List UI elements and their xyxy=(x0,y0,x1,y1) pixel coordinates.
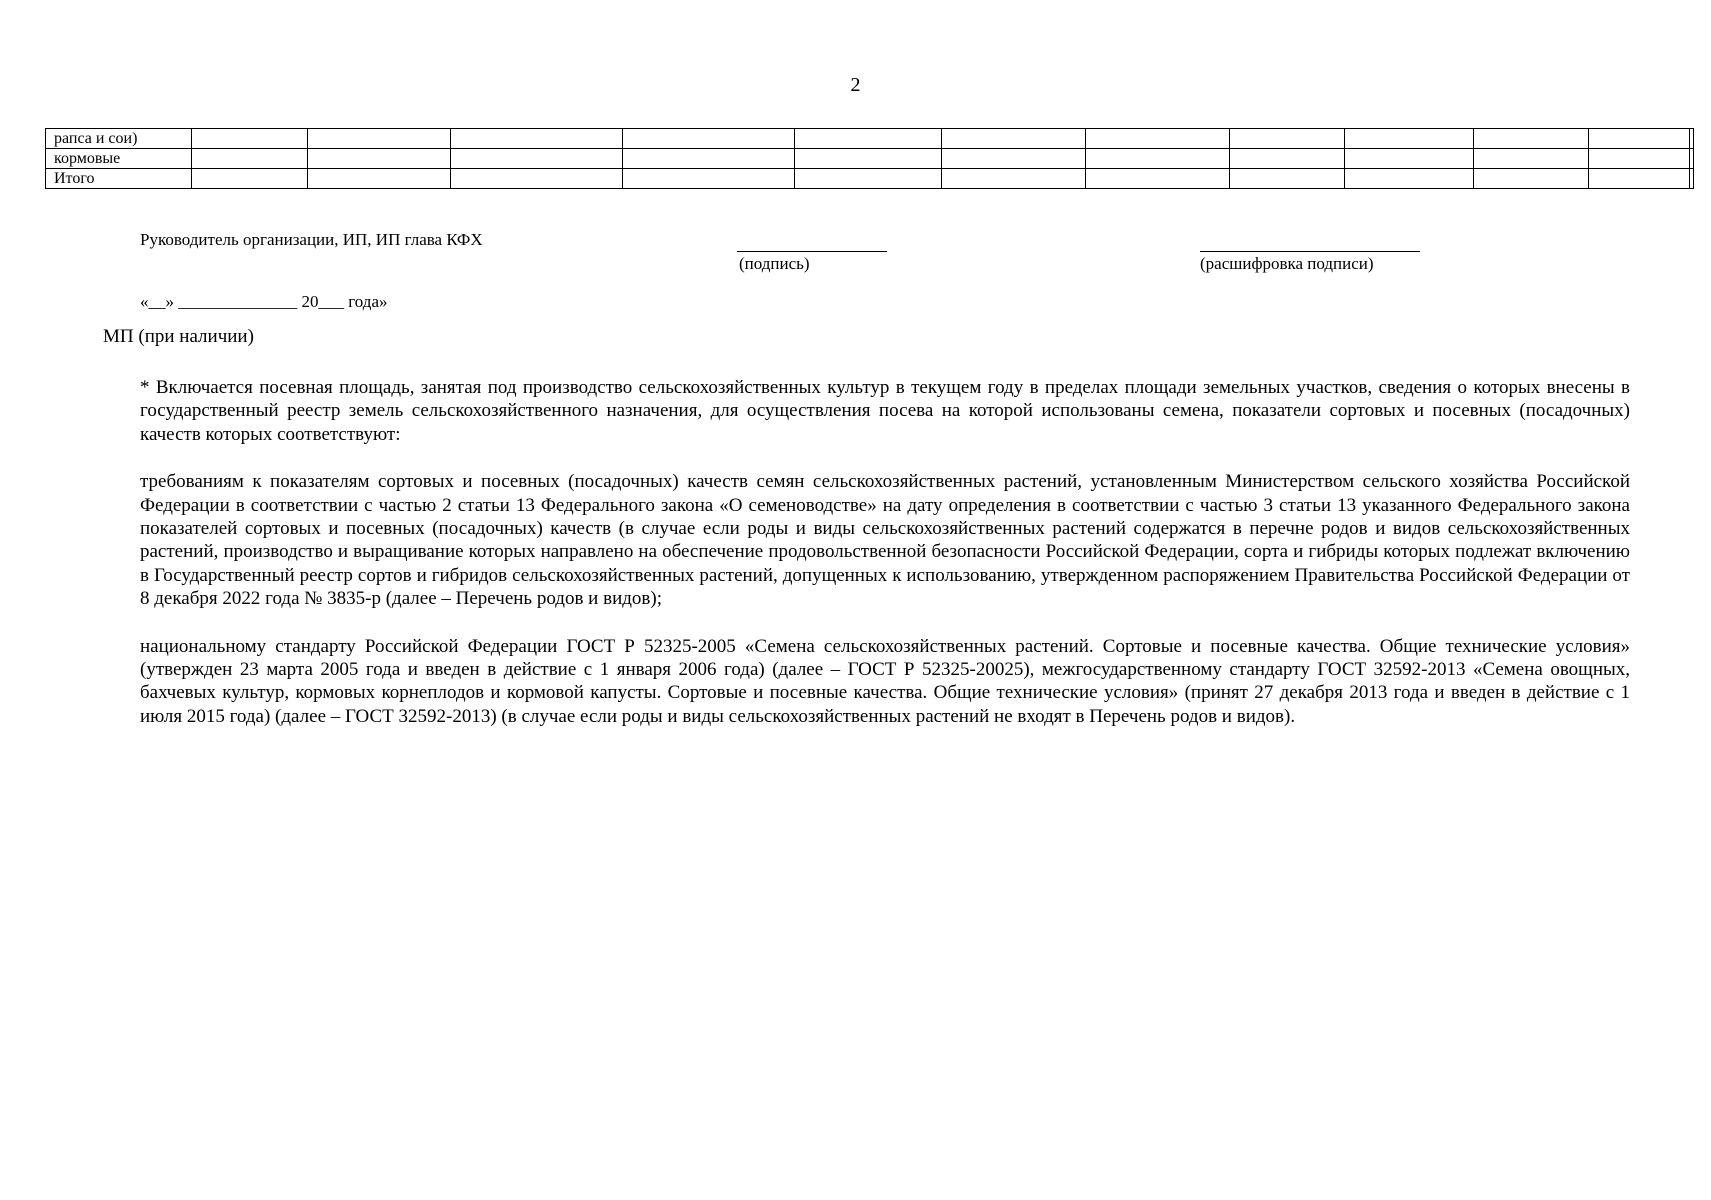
table-cell xyxy=(1690,129,1694,149)
table-cell xyxy=(1086,129,1230,149)
table-cell xyxy=(1345,169,1474,189)
table-cell xyxy=(308,149,451,169)
continuation-table xyxy=(45,128,1694,189)
table-cell xyxy=(451,149,623,169)
table-body xyxy=(46,129,1694,189)
table-cell xyxy=(308,129,451,149)
table-cell xyxy=(192,129,308,149)
footnote-block xyxy=(140,376,1630,752)
footnote-intro: * Включается посевная площадь, занятая под производство сельскохозяйственных культур в текущем году в пределах площади земельных участков, сведения о которых внесены в государственный реестр земель сельскохозяйственного назначения, для осуществления посева на которой использованы семена, показатели сортовых и посевных (посадочных) качеств которых соответствуют: xyxy=(140,377,1630,445)
signer-label: Руководитель организации, ИП, ИП глава КФХ xyxy=(140,230,483,249)
table-cell xyxy=(308,169,451,189)
table-cell xyxy=(795,129,942,149)
table-cell xyxy=(192,149,308,169)
table-cell xyxy=(1690,169,1694,189)
table-row xyxy=(46,149,1694,169)
footnote-paragraph-1: требованиям к показателям сортовых и посевных (посадочных) качеств семян сельскохозяйственных растений, установленным Министерством сельского хозяйства Российской Федерации в соответствии с частью 2 статьи 13 Федерального закона «О семеноводстве» на дату определения в соответствии с частью 3 статьи 13 указанного Федерального закона показателей сортовых и посевных (посадочных) качеств (в случае если роды и виды сельскохозяйственных растений содержатся в перечне родов и видов сельскохозяйственных растений, производство и выращивание которых направлено на обеспечение продовольственной безопасности Российской Федерации, сорта и гибриды которых подлежат включению в Государственный реестр сортов и гибридов сельскохозяйственных растений, допущенных к использованию, утвержденном распоряжением Правительства Российской Федерации от 8 декабря 2022 года № 3835-р (далее – Перечень родов и видов); xyxy=(140,471,1630,610)
signature-line xyxy=(737,251,887,252)
row-label: рапса и сои) xyxy=(46,129,192,149)
table-cell xyxy=(1345,149,1474,169)
table-cell xyxy=(1086,149,1230,169)
page-number: 2 xyxy=(850,74,861,96)
table-cell xyxy=(1086,169,1230,189)
table-cell xyxy=(942,149,1086,169)
footnote-paragraph-2: национальному стандарту Российской Федерации ГОСТ Р 52325-2005 «Семена сельскохозяйственных растений. Сортовые и посевные качества. Общие технические условия» (утвержден 23 марта 2005 года и введен в действие с 1 января 2006 года) (далее – ГОСТ Р 52325-20025), межгосударственному стандарту ГОСТ 32592-2013 «Семена овощных, бахчевых культур, кормовых корнеплодов и кормовой капусты. Сортовые и посевные качества. Общие технические условия» (принят 27 декабря 2013 года и введен в действие с 1 июля 2015 года) (далее – ГОСТ 32592-2013) (в случае если роды и виды сельскохозяйственных растений не входят в Перечень родов и видов). xyxy=(140,635,1630,727)
table-cell xyxy=(1690,149,1694,169)
table-cell xyxy=(795,169,942,189)
table-cell xyxy=(1589,129,1690,149)
table-cell xyxy=(795,149,942,169)
row-label: Итого xyxy=(46,169,192,189)
table-cell xyxy=(451,169,623,189)
table-cell xyxy=(1474,169,1589,189)
decoding-caption: (расшифровка подписи) xyxy=(1200,254,1374,273)
table-cell xyxy=(1589,149,1690,169)
table-cell xyxy=(451,129,623,149)
table-row xyxy=(46,129,1694,149)
table-cell xyxy=(192,169,308,189)
table-cell xyxy=(623,169,795,189)
signature-caption: (подпись) xyxy=(739,254,810,273)
table-cell xyxy=(1474,149,1589,169)
table-cell xyxy=(1230,169,1345,189)
row-label: кормовые xyxy=(46,149,192,169)
table-cell xyxy=(942,129,1086,149)
table-row xyxy=(46,169,1694,189)
date-line: «__» ______________ 20___ года» xyxy=(140,292,388,311)
table-cell xyxy=(1230,129,1345,149)
table-cell xyxy=(1345,129,1474,149)
table-cell xyxy=(1230,149,1345,169)
table-cell xyxy=(942,169,1086,189)
table-cell xyxy=(623,149,795,169)
stamp-label: МП (при наличии) xyxy=(103,326,254,347)
table-cell xyxy=(1589,169,1690,189)
decoding-line xyxy=(1200,251,1420,252)
table-cell xyxy=(623,129,795,149)
table-cell xyxy=(1474,129,1589,149)
